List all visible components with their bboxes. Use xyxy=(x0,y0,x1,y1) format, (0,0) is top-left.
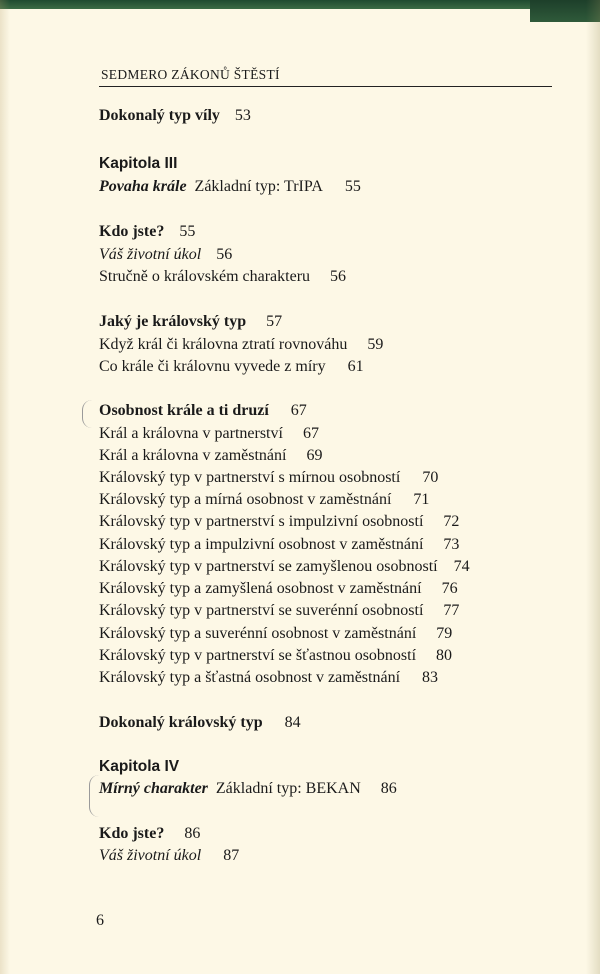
toc-entry-title: Královský typ v partnerství se suverénní osobností xyxy=(99,602,424,619)
page-right-shadow xyxy=(586,0,600,974)
pencil-mark xyxy=(89,775,100,817)
chapter-subtitle: Základní typ: TrIPA xyxy=(194,178,323,195)
toc-entry-title: Stručně o královském charakteru xyxy=(99,268,311,285)
toc-entry-page: 84 xyxy=(284,714,301,731)
toc-entry-title: Jaký je královský typ xyxy=(99,313,247,330)
toc-entry-title: Královský typ a šťastná osobnost v zaměstnání xyxy=(99,669,401,686)
toc-entry-page: 55 xyxy=(179,223,196,240)
toc-entry-title: Královský typ v partnerství se šťastnou osobností xyxy=(99,647,417,664)
header-rule xyxy=(99,86,552,87)
toc-entry-page: 55 xyxy=(344,178,361,195)
toc-entry-page: 70 xyxy=(422,469,439,486)
toc-entry xyxy=(99,668,438,688)
toc-entry-page: 80 xyxy=(436,647,453,664)
running-head: SEDMERO ZÁKONŮ ŠTĚSTÍ xyxy=(101,67,280,82)
toc-entry-title: Král a královna v partnerství xyxy=(99,425,283,442)
toc-entry xyxy=(99,222,195,242)
toc-entry-title: Královský typ v partnerství s impulzivní osobností xyxy=(99,513,424,530)
pencil-mark xyxy=(82,400,93,428)
toc-entry xyxy=(99,490,429,510)
toc-entry xyxy=(99,245,232,265)
toc-entry-title: Co krále či královnu vyvede z míry xyxy=(99,358,326,375)
toc-entry xyxy=(99,401,307,421)
toc-entry xyxy=(99,535,459,555)
toc-entry xyxy=(99,557,470,577)
chapter-title: Mírný charakter xyxy=(99,780,208,797)
toc-entry-page: 76 xyxy=(441,580,458,597)
toc-entry xyxy=(99,713,301,733)
toc-entry xyxy=(99,312,282,332)
toc-entry-title: Král a královna v zaměstnání xyxy=(99,447,287,464)
toc-entry-title: Dokonalý královský typ xyxy=(99,714,263,731)
toc-entry xyxy=(99,601,459,621)
toc-entry xyxy=(99,646,452,666)
toc-entry-page: 69 xyxy=(306,447,323,464)
toc-entry-page: 71 xyxy=(413,491,430,508)
toc-entry xyxy=(99,335,383,355)
toc-entry-title: Královský typ a suverénní osobnost v zaměstnání xyxy=(99,625,417,642)
toc-entry xyxy=(99,512,459,532)
toc-entry-page: 87 xyxy=(223,847,240,864)
toc-entry-title: Královský typ a mírná osobnost v zaměstnání xyxy=(99,491,392,508)
chapter-heading: Kapitola III xyxy=(99,155,178,172)
toc-entry-title: Královský typ a zamyšlená osobnost v zaměstnání xyxy=(99,580,422,597)
toc-entry xyxy=(99,824,200,844)
page-top-edge xyxy=(0,0,600,9)
toc-entry-page: 56 xyxy=(330,268,347,285)
toc-entry-title: Když král či královna ztratí rovnováhu xyxy=(99,336,348,353)
toc-entry-title: Královský typ a impulzivní osobnost v zaměstnání xyxy=(99,536,424,553)
toc-entry xyxy=(99,579,458,599)
toc-entry-page: 86 xyxy=(184,825,201,842)
toc-entry-page: 73 xyxy=(443,536,460,553)
toc-entry-page: 59 xyxy=(367,336,384,353)
toc-entry-page: 53 xyxy=(234,107,251,124)
toc-entry-title: Královský typ v partnerství s mírnou osobností xyxy=(99,469,401,486)
toc-entry-page: 56 xyxy=(216,246,233,263)
toc-entry xyxy=(99,177,361,197)
toc-entry-page: 77 xyxy=(443,602,460,619)
toc-entry-page: 61 xyxy=(347,358,364,375)
toc-entry xyxy=(99,357,364,377)
chapter-title: Povaha krále xyxy=(99,178,187,195)
toc-entry xyxy=(99,446,322,466)
toc-entry-page: 57 xyxy=(266,313,283,330)
toc-entry-page: 79 xyxy=(436,625,453,642)
toc-entry-title: Kdo jste? xyxy=(99,825,165,842)
chapter-subtitle: Základní typ: BEKAN xyxy=(215,780,361,797)
toc-entry-page: 67 xyxy=(290,402,307,419)
chapter-heading: Kapitola IV xyxy=(99,758,180,775)
toc-entry-title: Královský typ v partnerství se zamyšlenou osobností xyxy=(99,558,438,575)
toc-entry xyxy=(99,846,239,866)
toc-entry-title: Kdo jste? xyxy=(99,223,165,240)
toc-entry-page: 86 xyxy=(380,780,397,797)
toc-entry-title: Váš životní úkol xyxy=(99,847,202,864)
toc-entry-title: Dokonalý typ víly xyxy=(99,107,220,124)
toc-entry xyxy=(99,106,251,126)
toc-entry-title: Osobnost krále a ti druzí xyxy=(99,402,269,419)
toc-entry-page: 72 xyxy=(443,513,460,530)
toc-entry xyxy=(99,779,397,799)
page-left-shadow xyxy=(0,0,10,974)
toc-entry xyxy=(99,468,438,488)
toc-entry xyxy=(99,267,346,287)
page-number: 6 xyxy=(96,912,104,929)
toc-entry xyxy=(99,624,452,644)
toc-entry xyxy=(99,424,319,444)
toc-entry-page: 74 xyxy=(453,558,470,575)
toc-entry-page: 83 xyxy=(422,669,439,686)
toc-entry-page: 67 xyxy=(302,425,319,442)
toc-entry-title: Váš životní úkol xyxy=(99,246,202,263)
